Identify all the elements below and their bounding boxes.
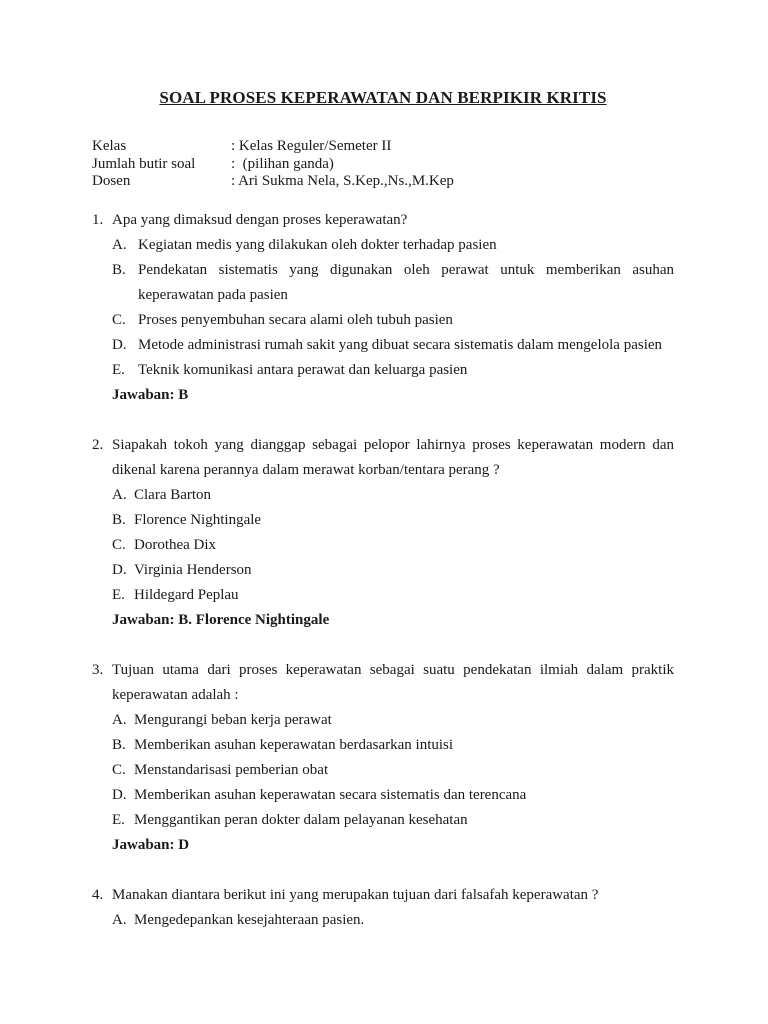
option-e bbox=[112, 808, 674, 833]
option-letter: B. bbox=[112, 261, 126, 278]
option-c bbox=[112, 758, 674, 783]
option-text: Kegiatan medis yang dilakukan oleh dokter terhadap pasien bbox=[138, 236, 497, 253]
question-stem bbox=[92, 883, 674, 908]
document-meta bbox=[92, 138, 674, 191]
meta-label: Kelas bbox=[92, 138, 127, 154]
question-text: Tujuan utama dari proses keperawatan sebagai suatu pendekatan ilmiah dalam praktik keperawatan adalah : bbox=[112, 661, 674, 703]
option-letter: C. bbox=[112, 536, 126, 553]
meta-row-kelas bbox=[92, 138, 674, 156]
option-letter: E. bbox=[112, 361, 125, 378]
meta-value: : Ari Sukma Nela, S.Kep.,Ns.,M.Kep bbox=[231, 173, 454, 189]
option-d bbox=[112, 783, 674, 808]
meta-value: : (pilihan ganda) bbox=[231, 155, 334, 172]
option-letter: B. bbox=[112, 736, 126, 753]
option-letter: C. bbox=[112, 311, 126, 328]
question-number: 2. bbox=[92, 436, 104, 453]
option-text: Hildegard Peplau bbox=[134, 586, 239, 603]
option-text: Dorothea Dix bbox=[134, 536, 217, 553]
option-e bbox=[112, 358, 674, 383]
answer-key: Jawaban: D bbox=[112, 836, 190, 853]
option-text: Pendekatan sistematis yang digunakan oleh perawat untuk memberikan asuhan keperawatan pada pasien bbox=[138, 261, 674, 303]
meta-label: Dosen bbox=[92, 173, 131, 189]
option-text: Mengurangi beban kerja perawat bbox=[134, 711, 332, 728]
question-number: 3. bbox=[92, 661, 104, 678]
option-text: Proses penyembuhan secara alami oleh tubuh pasien bbox=[138, 311, 453, 328]
options-list bbox=[112, 708, 674, 833]
question-stem bbox=[92, 433, 674, 483]
question-text: Manakan diantara berikut ini yang merupakan tujuan dari falsafah keperawatan ? bbox=[112, 886, 599, 903]
option-e bbox=[112, 583, 674, 608]
option-a bbox=[112, 908, 674, 933]
option-text: Virginia Henderson bbox=[134, 561, 252, 578]
question-1 bbox=[92, 208, 674, 408]
option-letter: E. bbox=[112, 586, 125, 603]
option-letter: A. bbox=[112, 236, 127, 253]
option-text: Teknik komunikasi antara perawat dan keluarga pasien bbox=[138, 361, 468, 378]
question-number: 4. bbox=[92, 886, 104, 903]
option-letter: A. bbox=[112, 486, 127, 503]
option-letter: C. bbox=[112, 761, 126, 778]
option-text: Menstandarisasi pemberian obat bbox=[134, 761, 329, 778]
answer-key: Jawaban: B. Florence Nightingale bbox=[112, 611, 330, 628]
option-letter: A. bbox=[112, 911, 127, 928]
option-text: Metode administrasi rumah sakit yang dibuat secara sistematis dalam mengelola pasien bbox=[138, 336, 663, 353]
question-number: 1. bbox=[92, 211, 104, 228]
answer-key: Jawaban: B bbox=[112, 386, 189, 403]
option-b bbox=[112, 508, 674, 533]
option-letter: D. bbox=[112, 336, 127, 353]
option-letter: D. bbox=[112, 786, 127, 803]
document-title: SOAL PROSES KEPERAWATAN DAN BERPIKIR KRITIS bbox=[159, 88, 607, 107]
option-letter: D. bbox=[112, 561, 127, 578]
option-text: Clara Barton bbox=[134, 486, 212, 503]
option-c bbox=[112, 308, 674, 333]
meta-row-dosen bbox=[92, 173, 674, 191]
question-text: Apa yang dimaksud dengan proses keperawatan? bbox=[112, 211, 408, 228]
options-list bbox=[112, 233, 674, 383]
option-b bbox=[112, 258, 674, 308]
option-c bbox=[112, 533, 674, 558]
option-d bbox=[112, 558, 674, 583]
question-stem bbox=[92, 208, 674, 233]
meta-row-jumlah-butir-soal bbox=[92, 156, 674, 174]
option-text: Memberikan asuhan keperawatan berdasarkan intuisi bbox=[134, 736, 454, 753]
meta-value: : Kelas Reguler/Semeter II bbox=[231, 138, 392, 154]
option-a bbox=[112, 708, 674, 733]
option-letter: A. bbox=[112, 711, 127, 728]
question-2 bbox=[92, 433, 674, 633]
options-list bbox=[112, 483, 674, 608]
option-text: Menggantikan peran dokter dalam pelayanan kesehatan bbox=[134, 811, 468, 828]
question-stem bbox=[92, 658, 674, 708]
option-a bbox=[112, 483, 674, 508]
option-letter: B. bbox=[112, 511, 126, 528]
option-b bbox=[112, 733, 674, 758]
options-list bbox=[112, 908, 674, 933]
question-4 bbox=[92, 883, 674, 933]
option-text: Florence Nightingale bbox=[134, 511, 262, 528]
option-d bbox=[112, 333, 674, 358]
question-text: Siapakah tokoh yang dianggap sebagai pelopor lahirnya proses keperawatan modern dan dikenal karena perannya dalam merawat korban/tentara perang ? bbox=[112, 436, 674, 478]
option-text: Mengedepankan kesejahteraan pasien. bbox=[134, 911, 365, 928]
question-3 bbox=[92, 658, 674, 858]
option-letter: E. bbox=[112, 811, 125, 828]
option-text: Memberikan asuhan keperawatan secara sistematis dan terencana bbox=[134, 786, 527, 803]
option-a bbox=[112, 233, 674, 258]
meta-label: Jumlah butir soal bbox=[92, 155, 196, 172]
